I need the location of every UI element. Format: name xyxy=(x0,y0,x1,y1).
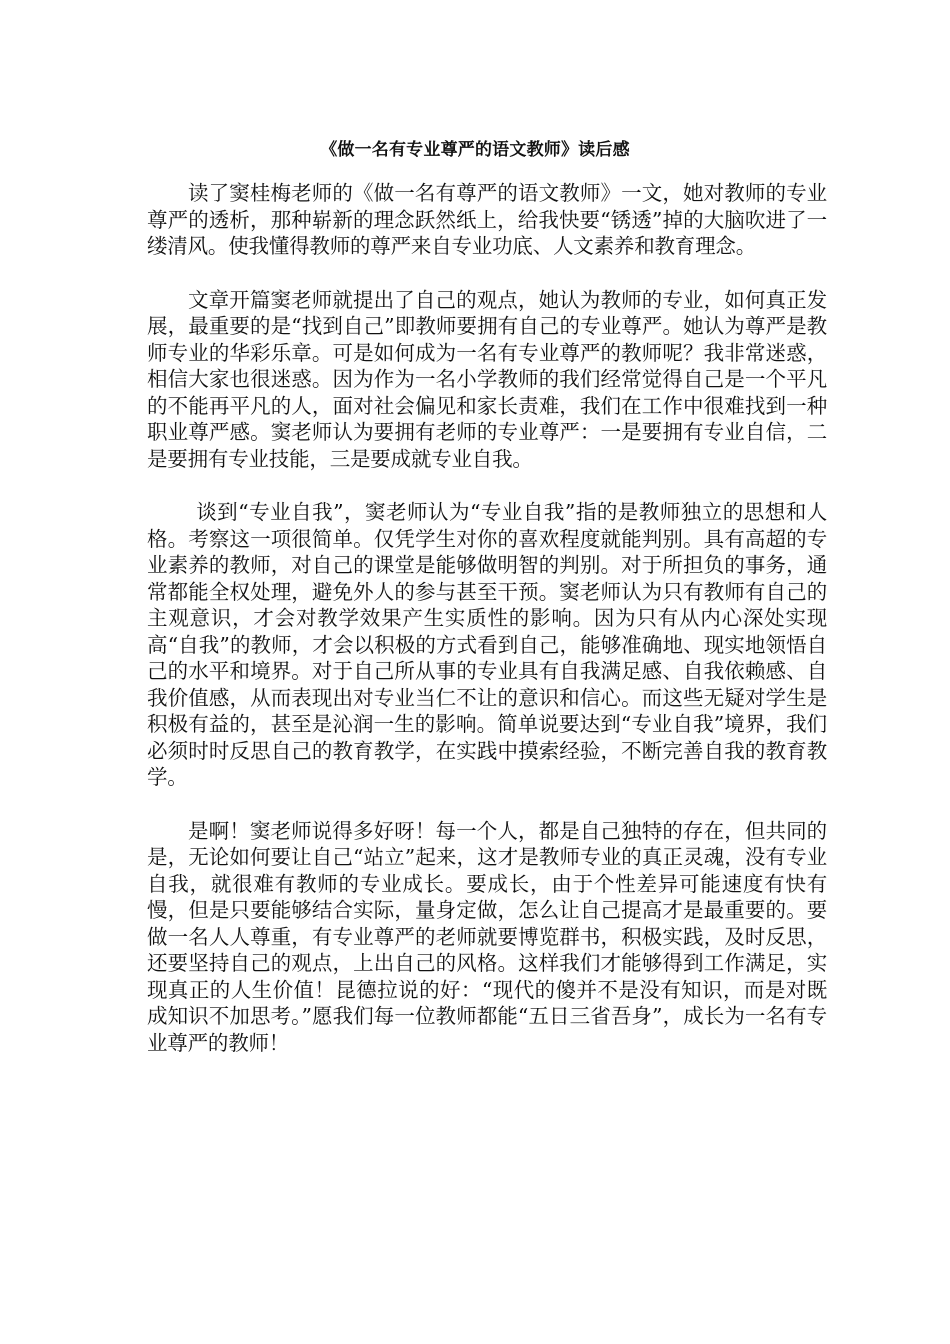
paragraph-4: 是啊！窦老师说得多好呀！每一个人，都是自己独特的存在，但共同的是，无论如何要让自己“站立”起来，这才是教师专业的真正灵魂，没有专业自我，就很难有教师的专业成长。要成长，由于个性差异可能速度有快有慢，但是只要能够结合实际，量身定做，怎么让自己提高才是最重要的。要做一名人人尊重，有专业尊严的老师就要博览群书，积极实践，及时反思，还要坚持自己的观点，上出自己的风格。这样我们才能够得到工作满足，实现真正的人生价值！昆德拉说的好：“现代的傻并不是没有知识，而是对既成知识不加思考。”愿我们每一位教师都能“五日三省吾身”，成长为一名有专业尊严的教师！ xyxy=(147,818,827,1055)
paragraph-1: 读了窦桂梅老师的《做一名有尊严的语文教师》一文，她对教师的专业尊严的透析，那种崭新的理念跃然纸上，给我快要“锈透”掉的大脑吹进了一缕清风。使我懂得教师的尊严来自专业功底、人文素养和教育理念。 xyxy=(147,181,827,258)
paragraph-2: 文章开篇窦老师就提出了自己的观点，她认为教师的专业，如何真正发展，最重要的是“找到自己”即教师要拥有自己的专业尊严。她认为尊严是教师专业的华彩乐章。可是如何成为一名有专业尊严的教师呢？我非常迷惑，相信大家也很迷惑。因为作为一名小学教师的我们经常觉得自己是一个平凡的不能再平凡的人，面对社会偏见和家长责难，我们在工作中很难找到一种职业尊严感。窦老师认为要拥有老师的专业尊严：一是要拥有专业自信，二是要拥有专业技能，三是要成就专业自我。 xyxy=(147,287,827,471)
document-body xyxy=(147,180,827,1083)
paragraph-3: 谈到“专业自我”，窦老师认为“专业自我”指的是教师独立的思想和人格。考察这一项很简单。仅凭学生对你的喜欢程度就能判别。具有高超的专业素养的教师，对自己的课堂是能够做明智的判别。对于所担负的事务，通常都能全权处理，避免外人的参与甚至干预。窦老师认为只有教师有自己的主观意识，才会对教学效果产生实质性的影响。因为只有从内心深处实现高“自我”的教师，才会以积极的方式看到自己，能够准确地、现实地领悟自己的水平和境界。对于自己所从事的专业具有自我满足感、自我依赖感、自我价值感，从而表现出对专业当仁不让的意识和信心。而这些无疑对学生是积极有益的，甚至是沁润一生的影响。简单说要达到“专业自我”境界，我们必须时时反思自己的教育教学，在实践中摸索经验，不断完善自我的教育教学。 xyxy=(147,500,827,789)
document-title: 《做一名有专业尊严的语文教师》读后感 xyxy=(320,140,630,160)
